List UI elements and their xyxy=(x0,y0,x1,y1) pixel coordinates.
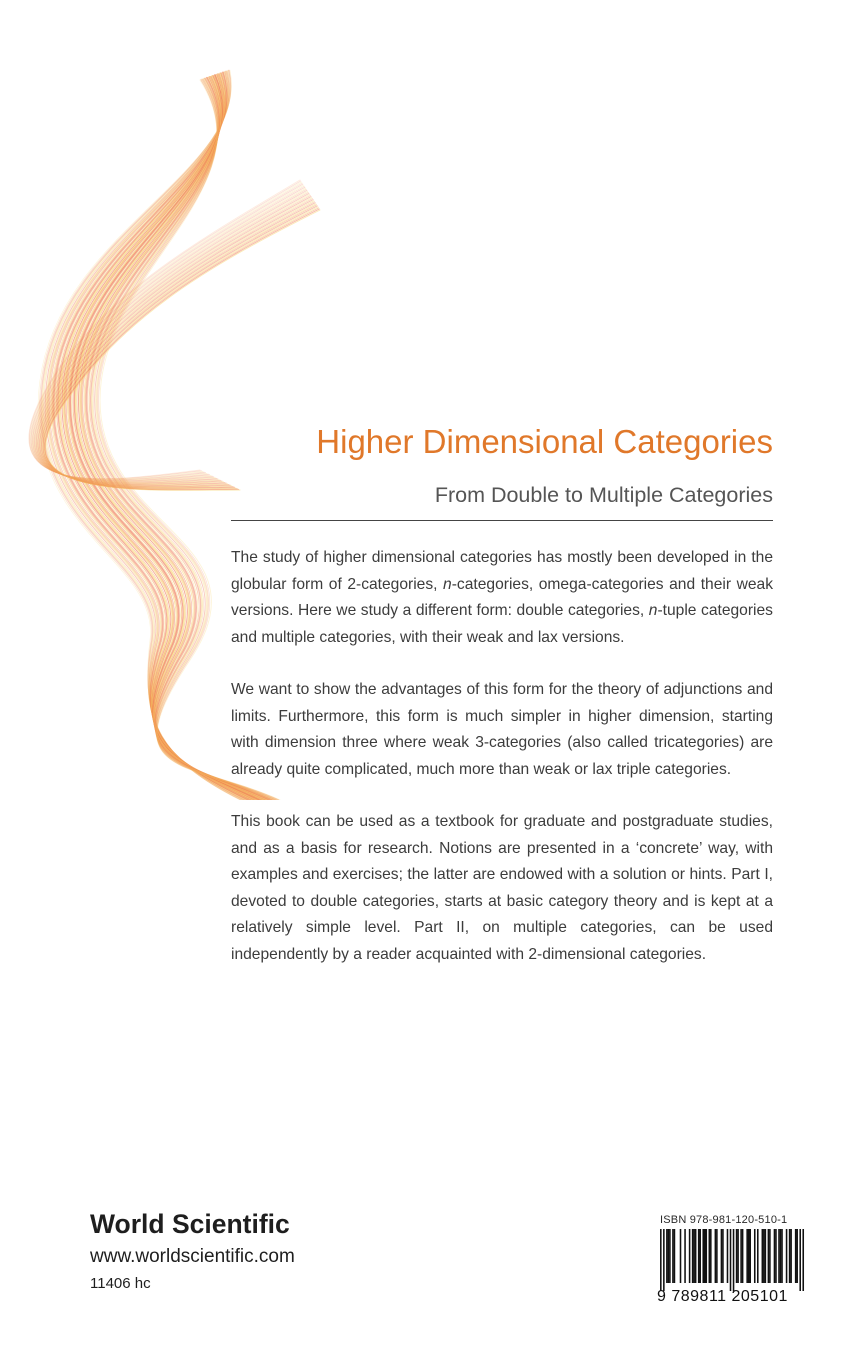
barcode-image xyxy=(657,1229,807,1291)
barcode-bar xyxy=(689,1229,691,1283)
barcode-bar xyxy=(769,1229,771,1283)
barcode-bar xyxy=(789,1229,791,1283)
isbn-block xyxy=(657,1213,807,1305)
barcode-bar xyxy=(669,1229,671,1283)
barcode-bar xyxy=(698,1229,700,1283)
barcode-bar xyxy=(742,1229,744,1283)
barcode-bar xyxy=(786,1229,788,1283)
barcode-bar xyxy=(730,1229,732,1291)
barcode-bar xyxy=(692,1229,694,1283)
barcode-bar xyxy=(672,1229,674,1283)
barcode-bar xyxy=(721,1229,723,1283)
barcode-bar xyxy=(765,1229,767,1283)
publisher-url: www.worldscientific.com xyxy=(90,1246,295,1267)
barcode-bar xyxy=(781,1229,783,1283)
barcode-bar xyxy=(710,1229,712,1283)
barcode-bar xyxy=(736,1229,738,1283)
isbn-label: ISBN 978-981-120-510-1 xyxy=(660,1214,788,1226)
publisher-block xyxy=(90,1208,295,1295)
barcode-bar xyxy=(749,1229,751,1283)
barcode-bar xyxy=(778,1229,780,1283)
barcode-bar xyxy=(757,1229,759,1283)
barcode-bar xyxy=(702,1229,704,1283)
blurb-paragraph-1: The study of higher dimensional categories has mostly been developed in the globular form of 2-categories, n-categories, omega-categories and their weak versions. Here we study a different form: double categories, n-tuple categories and multiple categories, with their weak and lax versions. xyxy=(231,549,773,646)
barcode-bar xyxy=(709,1229,711,1283)
barcode-bar xyxy=(768,1229,770,1283)
barcode-bar xyxy=(668,1229,670,1283)
barcode-bar xyxy=(754,1229,756,1283)
book-title: Higher Dimensional Categories xyxy=(316,423,773,460)
barcode-bar xyxy=(748,1229,750,1283)
barcode-bar xyxy=(740,1229,742,1283)
back-cover-text xyxy=(231,418,773,968)
publisher-name: World Scientific xyxy=(90,1209,290,1239)
barcode-bar xyxy=(699,1229,701,1283)
barcode-bar xyxy=(660,1229,662,1291)
barcode-bar xyxy=(705,1229,707,1283)
barcode-bar xyxy=(780,1229,782,1283)
barcode-bar xyxy=(733,1229,735,1291)
barcode-bar xyxy=(737,1229,739,1283)
barcode-bar xyxy=(802,1229,804,1291)
barcode-bar xyxy=(722,1229,724,1283)
barcode-bar xyxy=(774,1229,776,1283)
barcode-bar xyxy=(762,1229,764,1283)
barcode-bar xyxy=(674,1229,676,1283)
barcode-bar xyxy=(704,1229,706,1283)
barcode-bar xyxy=(684,1229,686,1283)
barcode-digits: 9 789811 205101 xyxy=(657,1288,788,1305)
barcode-bar xyxy=(716,1229,718,1283)
book-subtitle: From Double to Multiple Categories xyxy=(434,483,773,507)
barcode-bar xyxy=(790,1229,792,1283)
barcode-bar xyxy=(727,1229,729,1283)
barcode-bar xyxy=(693,1229,695,1283)
barcode-bar xyxy=(763,1229,765,1283)
publisher-code: 11406 hc xyxy=(90,1275,151,1292)
barcode-bar xyxy=(695,1229,697,1283)
barcode-bar xyxy=(799,1229,801,1291)
barcode-bar xyxy=(746,1229,748,1283)
blurb-paragraph-2: We want to show the advantages of this form for the theory of adjunctions and limits. Furthermore, this form is much simpler in higher dimension, starting with dimension three where weak 3-categories (also called tricategories) are already quite complicated, much more than weak or lax triple categories. xyxy=(231,681,773,778)
barcode-bar xyxy=(775,1229,777,1283)
blurb-paragraph-3: This book can be used as a textbook for graduate and postgraduate studies, and as a basis for research. Notions are presented in a ‘concrete’ way, with examples and exercises; the latter are endowed with a solution or hints. Part I, devoted to double categories, starts at basic category theory and is kept at a relatively simple level. Part II, on multiple categories, can be used independently by a reader acquainted with 2-dimensional categories. xyxy=(231,813,773,963)
barcode-bar xyxy=(795,1229,797,1283)
title-divider xyxy=(231,520,773,521)
barcode-bar xyxy=(680,1229,682,1283)
barcode-bar xyxy=(663,1229,665,1291)
barcode-bar xyxy=(666,1229,668,1283)
barcode-bar xyxy=(715,1229,717,1283)
barcode-bar xyxy=(796,1229,798,1283)
